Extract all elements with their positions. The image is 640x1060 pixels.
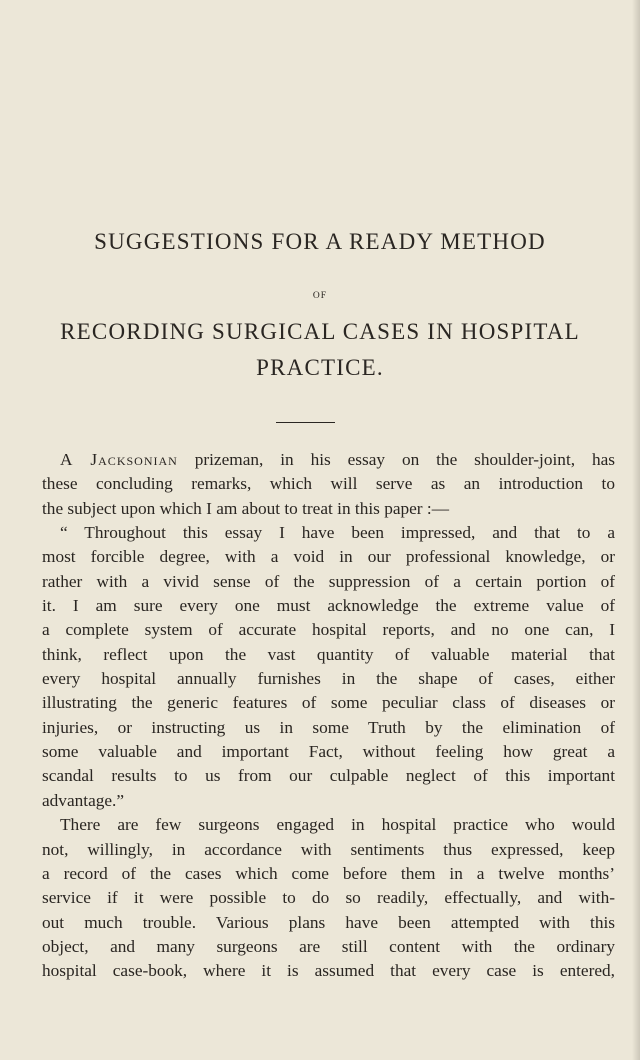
paragraph-1 (42, 448, 615, 497)
text-line: it. I am sure every one must acknowledge the extreme value of (42, 596, 615, 616)
text-line: injuries, or instructing us in some Truth by the elimination of (42, 717, 615, 737)
text-line: advantage.” (42, 790, 125, 810)
text-line: hospital case-book, where it is assumed that every case is entered, (42, 961, 615, 981)
text-line: scandal results to us from our culpable neglect of this important (42, 766, 615, 786)
title-line-1: SUGGESTIONS FOR A READY METHOD (94, 229, 546, 254)
text-line: these concluding remarks, which will serve as an introduction to (42, 474, 615, 494)
text-line: service if it were possible to do so readily, effectually, and with- (42, 888, 615, 908)
text-line: rather with a vivid sense of the suppression of a certain portion of (42, 571, 615, 591)
text-line (42, 448, 615, 472)
text-line: every hospital annually furnishes in the shape of cases, either (42, 669, 615, 689)
text-line: “ Throughout this essay I have been impressed, and that to a (60, 523, 615, 543)
title-rule (276, 422, 335, 423)
text-line: some valuable and important Fact, without feeling how great a (42, 742, 615, 762)
text-line: a complete system of accurate hospital reports, and no one can, I (42, 620, 615, 640)
text-line: most forcible degree, with a void in our professional knowledge, or (42, 547, 615, 567)
small-caps-text: A Jacksonian (60, 450, 178, 469)
paragraph-2-end (42, 789, 615, 813)
text-line: the subject upon which I am about to treat in this paper :— (42, 498, 449, 518)
body-text (42, 448, 615, 984)
paragraph-3 (42, 813, 615, 983)
title-of: OF (312, 291, 328, 301)
text-line: There are few surgeons engaged in hospital practice who would (60, 815, 615, 835)
text-line: illustrating the generic features of some peculiar class of diseases or (42, 693, 615, 713)
text-line: think, reflect upon the vast quantity of valuable material that (42, 644, 615, 664)
title-line-2: RECORDING SURGICAL CASES IN HOSPITAL (60, 319, 580, 344)
paragraph-1-end (42, 497, 615, 521)
title-line-3: PRACTICE. (256, 355, 384, 380)
paragraph-2 (42, 521, 615, 789)
text-line: out much trouble. Various plans have been attempted with this (42, 912, 615, 932)
text-line: not, willingly, in accordance with sentiments thus expressed, keep (42, 839, 615, 859)
text-line: a record of the cases which come before them in a twelve months’ (42, 863, 615, 883)
line-text: prizeman, in his essay on the shoulder-joint, has (177, 450, 615, 469)
text-line: object, and many surgeons are still content with the ordinary (42, 936, 615, 956)
page-edge-shadow (632, 0, 640, 1060)
